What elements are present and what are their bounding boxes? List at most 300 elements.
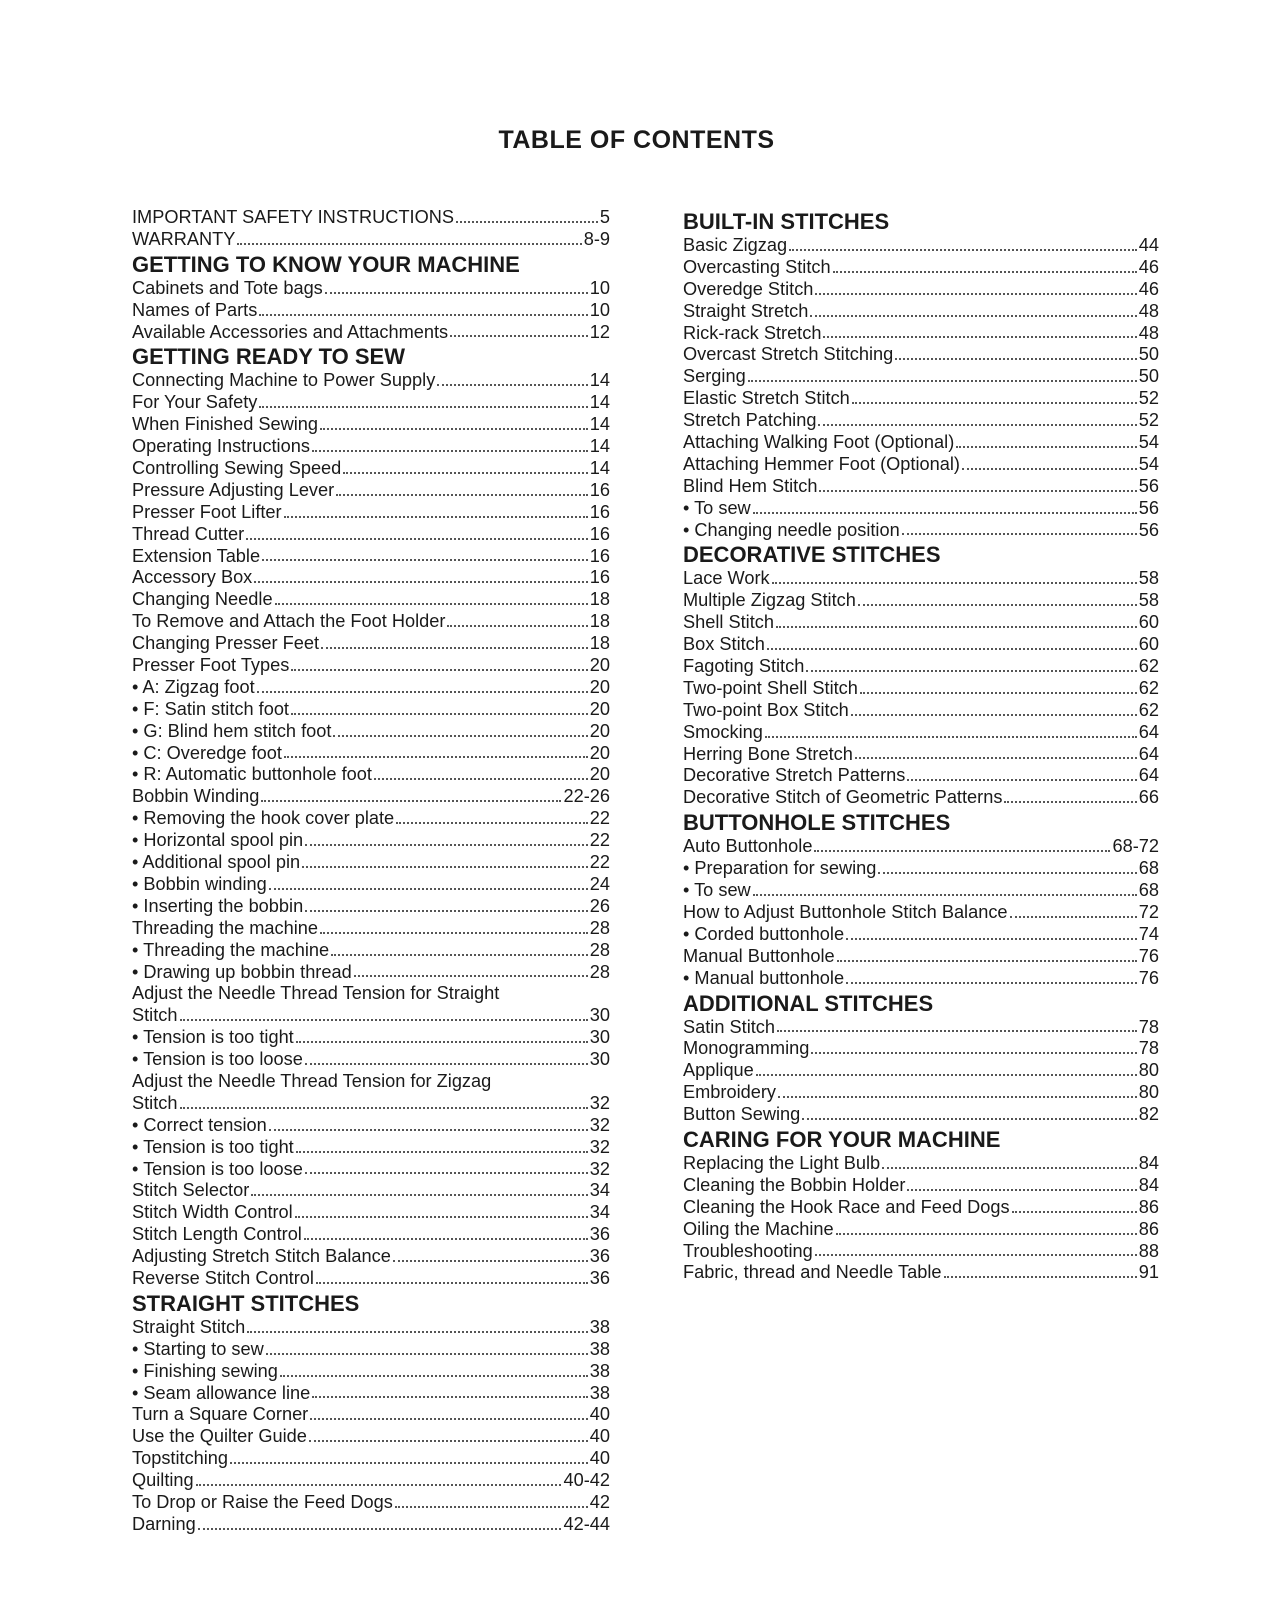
toc-entry-label: • Bobbin winding xyxy=(132,873,267,894)
toc-entry-label: Button Sewing xyxy=(683,1104,801,1125)
toc-entry[interactable] xyxy=(683,612,1159,634)
toc-entry[interactable] xyxy=(683,590,1159,612)
toc-entry-label: Fabric, thread and Needle Table xyxy=(683,1262,942,1283)
toc-entry-page: 30 xyxy=(589,1049,610,1070)
dot-leader xyxy=(320,428,588,430)
toc-entry-label: Overcasting Stitch xyxy=(683,256,831,277)
toc-entry-page: 12 xyxy=(589,321,610,342)
toc-entry[interactable] xyxy=(132,392,610,414)
dot-leader xyxy=(756,1074,1137,1076)
dot-leader xyxy=(765,736,1137,738)
toc-entry-label: Multiple Zigzag Stitch xyxy=(683,590,856,611)
dot-leader xyxy=(860,692,1137,694)
page-title: TABLE OF CONTENTS xyxy=(498,126,775,154)
toc-entry[interactable] xyxy=(683,1060,1159,1082)
dot-leader xyxy=(336,494,588,496)
toc-entry[interactable] xyxy=(683,968,1159,990)
toc-entry-label: • Corded buttonhole xyxy=(683,923,845,944)
dot-leader xyxy=(321,647,588,649)
toc-entry[interactable] xyxy=(683,257,1159,279)
toc-entry[interactable] xyxy=(132,1514,610,1536)
dot-leader xyxy=(1004,801,1136,803)
toc-entry-label: Auto Buttonhole xyxy=(683,836,813,857)
dot-leader xyxy=(296,1151,588,1153)
dot-leader xyxy=(320,932,588,934)
toc-entry-page: 56 xyxy=(1138,519,1159,540)
toc-entry[interactable] xyxy=(132,940,610,962)
toc-entry-label: Two-point Box Stitch xyxy=(683,699,849,720)
toc-entry-label: Turn a Square Corner xyxy=(132,1404,309,1425)
toc-entry-page: 46 xyxy=(1138,256,1159,277)
toc-entry[interactable] xyxy=(683,366,1159,388)
toc-entry[interactable] xyxy=(683,656,1159,678)
toc-entry-page: 16 xyxy=(589,567,610,588)
toc-entry-label: Satin Stitch xyxy=(683,1016,775,1037)
toc-section-heading[interactable]: ADDITIONAL STITCHES xyxy=(683,990,934,1016)
toc-entry[interactable] xyxy=(683,388,1159,410)
dot-leader xyxy=(343,472,587,474)
toc-entry[interactable] xyxy=(683,946,1159,968)
toc-entry[interactable] xyxy=(683,634,1159,656)
toc-entry-page: 76 xyxy=(1138,967,1159,988)
toc-entry[interactable] xyxy=(132,1383,610,1405)
toc-entry-page: 62 xyxy=(1138,699,1159,720)
toc-entry-label: Monogramming xyxy=(683,1038,810,1059)
dot-leader xyxy=(295,1216,588,1218)
toc-entry[interactable] xyxy=(132,524,610,546)
dot-leader xyxy=(767,648,1137,650)
dot-leader xyxy=(196,1484,562,1486)
toc-entry[interactable] xyxy=(132,699,610,721)
toc-entry[interactable] xyxy=(132,1448,610,1470)
toc-entry-page: 14 xyxy=(589,414,610,435)
toc-entry[interactable] xyxy=(132,721,610,743)
toc-section-heading[interactable]: GETTING READY TO SEW xyxy=(132,344,405,370)
dot-leader xyxy=(261,800,561,802)
toc-entry-page: 60 xyxy=(1138,634,1159,655)
toc-entry[interactable] xyxy=(132,983,610,1005)
dot-leader xyxy=(354,975,588,977)
toc-entry[interactable] xyxy=(132,764,610,786)
toc-entry-label: Presser Foot Lifter xyxy=(132,501,282,522)
dot-leader xyxy=(944,1276,1137,1278)
toc-entry-label: • Removing the hook cover plate xyxy=(132,808,395,829)
toc-entry-label: Lace Work xyxy=(683,568,770,589)
toc-entry-page: 22 xyxy=(589,852,610,873)
toc-entry[interactable] xyxy=(132,1317,610,1339)
toc-entry[interactable] xyxy=(132,896,610,918)
toc-entry-page: 14 xyxy=(589,458,610,479)
toc-entry-page: 54 xyxy=(1138,432,1159,453)
toc-entry-label: • Tension is too loose xyxy=(132,1049,303,1070)
dot-leader xyxy=(331,954,588,956)
toc-entry[interactable] xyxy=(683,520,1159,542)
toc-entry-page: 62 xyxy=(1138,677,1159,698)
toc-entry-label: Adjust the Needle Thread Tension for Straight xyxy=(132,983,500,1004)
toc-entry[interactable] xyxy=(132,918,610,940)
toc-entry-page: 30 xyxy=(589,1027,610,1048)
toc-entry-label: Embroidery xyxy=(683,1082,776,1103)
dot-leader xyxy=(275,603,588,605)
toc-entry-page: 38 xyxy=(589,1382,610,1403)
toc-entry-label: Operating Instructions xyxy=(132,436,310,457)
toc-entry[interactable] xyxy=(132,1361,610,1383)
toc-entry-label: Adjusting Stretch Stitch Balance xyxy=(132,1246,391,1267)
dot-leader xyxy=(851,714,1137,716)
toc-entry[interactable] xyxy=(132,633,610,655)
dot-leader xyxy=(254,581,587,583)
toc-entry[interactable] xyxy=(683,498,1159,520)
toc-entry[interactable] xyxy=(132,414,610,436)
toc-entry[interactable] xyxy=(683,454,1159,476)
toc-entry[interactable] xyxy=(683,1219,1159,1241)
toc-entry[interactable] xyxy=(132,1426,610,1448)
toc-entry[interactable] xyxy=(132,743,610,765)
toc-entry-page: 80 xyxy=(1138,1082,1159,1103)
toc-entry[interactable] xyxy=(132,207,610,229)
dot-leader xyxy=(312,1396,588,1398)
toc-entry[interactable] xyxy=(683,836,1159,858)
toc-entry[interactable] xyxy=(683,744,1159,766)
toc-entry-label: • F: Satin stitch foot xyxy=(132,698,289,719)
toc-entry-page: 68 xyxy=(1138,880,1159,901)
toc-entry[interactable] xyxy=(132,1470,610,1492)
toc-entry-page: 50 xyxy=(1138,366,1159,387)
toc-entry[interactable] xyxy=(132,786,610,808)
toc-entry[interactable] xyxy=(132,502,610,524)
toc-entry[interactable] xyxy=(132,229,610,251)
toc-entry[interactable] xyxy=(132,436,610,458)
dot-leader xyxy=(266,1353,588,1355)
dot-leader xyxy=(291,669,587,671)
toc-entry[interactable] xyxy=(132,1137,610,1159)
dot-leader xyxy=(259,314,587,316)
dot-leader xyxy=(748,380,1137,382)
toc-entry-page: 58 xyxy=(1138,568,1159,589)
toc-entry-label: Extension Table xyxy=(132,545,261,566)
toc-entry-label: For Your Safety xyxy=(132,392,258,413)
toc-entry[interactable] xyxy=(132,300,610,322)
toc-entry-page: 38 xyxy=(589,1360,610,1381)
dot-leader xyxy=(802,1118,1136,1120)
toc-entry[interactable] xyxy=(132,852,610,874)
dot-leader xyxy=(753,894,1137,896)
toc-entry-page: 84 xyxy=(1138,1174,1159,1195)
dot-leader xyxy=(902,533,1137,535)
toc-entry-page: 18 xyxy=(589,589,610,610)
toc-entry-page: 28 xyxy=(589,961,610,982)
toc-entry-label: Cabinets and Tote bags xyxy=(132,277,323,298)
toc-section-heading[interactable]: DECORATIVE STITCHES xyxy=(683,542,941,568)
toc-entry[interactable] xyxy=(683,323,1159,345)
toc-entry-label: Presser Foot Types xyxy=(132,655,290,676)
toc-entry[interactable] xyxy=(683,1038,1159,1060)
toc-entry-label: Overcast Stretch Stitching xyxy=(683,344,894,365)
toc-entry[interactable] xyxy=(683,902,1159,924)
dot-leader xyxy=(447,625,587,627)
dot-leader xyxy=(262,559,588,561)
toc-entry-page: 14 xyxy=(589,370,610,391)
dot-leader xyxy=(895,358,1137,360)
toc-entry[interactable] xyxy=(132,808,610,830)
toc-entry[interactable] xyxy=(132,962,610,984)
toc-entry[interactable] xyxy=(683,858,1159,880)
toc-entry-label: Straight Stretch xyxy=(683,300,809,321)
dot-leader xyxy=(878,872,1136,874)
toc-entry-label: Pressure Adjusting Lever xyxy=(132,479,335,500)
toc-entry[interactable] xyxy=(132,1027,610,1049)
toc-entry-label: Oiling the Machine xyxy=(683,1218,834,1239)
toc-entry[interactable] xyxy=(132,1268,610,1290)
toc-entry-page: 14 xyxy=(589,392,610,413)
toc-entry[interactable] xyxy=(683,1197,1159,1219)
toc-entry[interactable] xyxy=(132,1224,610,1246)
toc-section-heading[interactable]: BUILT-IN STITCHES xyxy=(683,209,890,234)
toc-entry[interactable] xyxy=(132,278,610,300)
toc-entry[interactable] xyxy=(132,370,610,392)
dot-leader xyxy=(437,384,587,386)
toc-entry[interactable] xyxy=(132,1049,610,1071)
toc-entry-label: Use the Quilter Guide xyxy=(132,1426,307,1447)
toc-entry-page: 88 xyxy=(1138,1240,1159,1261)
dot-leader xyxy=(280,1375,588,1377)
toc-entry-page: 22 xyxy=(589,808,610,829)
toc-entry-label: • To sew xyxy=(683,497,751,518)
dot-leader xyxy=(450,335,588,337)
toc-entry[interactable] xyxy=(683,1104,1159,1126)
toc-entry-label: Decorative Stitch of Geometric Patterns xyxy=(683,787,1003,808)
toc-entry-page: 22-26 xyxy=(563,786,610,807)
dot-leader xyxy=(251,1194,588,1196)
dot-leader xyxy=(291,713,588,715)
toc-entry[interactable] xyxy=(683,1082,1159,1104)
dot-leader xyxy=(257,691,588,693)
toc-entry[interactable] xyxy=(132,589,610,611)
dot-leader xyxy=(325,292,588,294)
toc-entry[interactable] xyxy=(683,235,1159,257)
toc-entry[interactable] xyxy=(132,567,610,589)
toc-entry[interactable] xyxy=(132,874,610,896)
toc-entry[interactable] xyxy=(683,1262,1159,1284)
dot-leader xyxy=(810,315,1136,317)
toc-entry[interactable] xyxy=(132,1005,610,1027)
toc-entry[interactable] xyxy=(132,322,610,344)
toc-entry[interactable] xyxy=(683,722,1159,744)
dot-leader xyxy=(907,1189,1136,1191)
toc-entry-label: WARRANTY xyxy=(132,228,236,249)
dot-leader xyxy=(1012,1211,1137,1213)
toc-entry[interactable] xyxy=(132,677,610,699)
toc-entry-page: 28 xyxy=(589,939,610,960)
toc-entry[interactable] xyxy=(132,1159,610,1181)
toc-entry[interactable] xyxy=(683,1175,1159,1197)
toc-entry[interactable] xyxy=(683,1153,1159,1175)
dot-leader xyxy=(778,1096,1137,1098)
toc-entry-label: • To sew xyxy=(683,880,751,901)
toc-entry[interactable] xyxy=(683,924,1159,946)
dot-leader xyxy=(309,1440,588,1442)
dot-leader xyxy=(333,735,587,737)
dot-leader xyxy=(789,249,1137,251)
dot-leader xyxy=(305,910,588,912)
toc-entry-label: Changing Presser Feet xyxy=(132,633,320,654)
toc-column-left xyxy=(132,207,610,1536)
toc-entry-label: • Preparation for sewing xyxy=(683,858,877,879)
toc-entry[interactable] xyxy=(683,476,1159,498)
dot-leader xyxy=(772,582,1137,584)
toc-entry-page: 50 xyxy=(1138,344,1159,365)
dot-leader xyxy=(814,850,1110,852)
dot-leader xyxy=(753,512,1137,514)
toc-entry[interactable] xyxy=(683,700,1159,722)
toc-entry[interactable] xyxy=(132,458,610,480)
toc-entry-label: Cleaning the Hook Race and Feed Dogs xyxy=(683,1196,1010,1217)
toc-entry-label: Manual Buttonhole xyxy=(683,945,835,966)
toc-entry-label: Blind Hem Stitch xyxy=(683,475,818,496)
toc-entry-page: 56 xyxy=(1138,475,1159,496)
toc-entry-label: When Finished Sewing xyxy=(132,414,319,435)
toc-section-heading[interactable]: STRAIGHT STITCHES xyxy=(132,1290,360,1316)
toc-entry[interactable] xyxy=(683,787,1159,809)
toc-entry-label: • G: Blind hem stitch foot xyxy=(132,720,332,741)
toc-entry-label: Topstitching xyxy=(132,1448,229,1469)
dot-leader xyxy=(846,938,1137,940)
toc-entry-label: • Threading the machine xyxy=(132,939,330,960)
toc-entry[interactable] xyxy=(683,678,1159,700)
toc-entry[interactable] xyxy=(683,344,1159,366)
toc-entry-page: 46 xyxy=(1138,278,1159,299)
toc-entry-page: 48 xyxy=(1138,300,1159,321)
toc-section-heading[interactable]: CARING FOR YOUR MACHINE xyxy=(683,1126,1001,1152)
dot-leader xyxy=(852,402,1137,404)
toc-entry-page: 26 xyxy=(589,895,610,916)
toc-entry-label: Adjust the Needle Thread Tension for Zigzag xyxy=(132,1070,492,1091)
toc-entry[interactable] xyxy=(132,611,610,633)
toc-entry-label: • Finishing sewing xyxy=(132,1360,278,1381)
toc-entry[interactable] xyxy=(132,1071,610,1093)
toc-entry[interactable] xyxy=(132,830,610,852)
toc-section-heading[interactable]: BUTTONHOLE STITCHES xyxy=(683,810,951,836)
toc-entry[interactable] xyxy=(683,765,1159,787)
dot-leader xyxy=(296,1041,588,1043)
dot-leader xyxy=(776,626,1137,628)
dot-leader xyxy=(777,1030,1137,1032)
toc-entry-page: 56 xyxy=(1138,497,1159,518)
toc-entry[interactable] xyxy=(132,546,610,568)
toc-entry-page: 36 xyxy=(589,1267,610,1288)
toc-entry[interactable] xyxy=(132,1202,610,1224)
toc-entry[interactable] xyxy=(683,1017,1159,1039)
toc-entry-page: 20 xyxy=(589,764,610,785)
toc-entry-label: Names of Parts xyxy=(132,299,258,320)
toc-entry-page: 76 xyxy=(1138,945,1159,966)
toc-entry-page: 28 xyxy=(589,917,610,938)
toc-entry-page: 10 xyxy=(589,299,610,320)
toc-entry-page: 82 xyxy=(1138,1104,1159,1125)
toc-entry-page: 16 xyxy=(589,545,610,566)
toc-entry-page: 68 xyxy=(1138,858,1159,879)
toc-entry-label: To Drop or Raise the Feed Dogs xyxy=(132,1491,393,1512)
toc-entry[interactable] xyxy=(132,1180,610,1202)
toc-entry[interactable] xyxy=(132,480,610,502)
dot-leader xyxy=(395,1506,588,1508)
toc-entry-page: 30 xyxy=(589,1005,610,1026)
toc-entry[interactable] xyxy=(132,655,610,677)
toc-entry-label: • Starting to sew xyxy=(132,1338,264,1359)
dot-leader xyxy=(956,446,1137,448)
toc-entry[interactable] xyxy=(132,1339,610,1361)
toc-entry[interactable] xyxy=(683,432,1159,454)
toc-entry[interactable] xyxy=(683,410,1159,432)
toc-entry[interactable] xyxy=(132,1115,610,1137)
toc-entry-page: 84 xyxy=(1138,1152,1159,1173)
toc-entry-label: • C: Overedge foot xyxy=(132,742,282,763)
toc-entry-label: Rick-rack Stretch xyxy=(683,322,822,343)
toc-entry-page: 20 xyxy=(589,698,610,719)
toc-entry[interactable] xyxy=(132,1246,610,1268)
toc-entry[interactable] xyxy=(683,880,1159,902)
toc-entry-page: 52 xyxy=(1138,388,1159,409)
toc-entry-label: Bobbin Winding xyxy=(132,786,260,807)
toc-entry[interactable] xyxy=(683,301,1159,323)
toc-entry-page: 54 xyxy=(1138,453,1159,474)
toc-entry-label: Cleaning the Bobbin Holder xyxy=(683,1174,906,1195)
toc-entry-page: 24 xyxy=(589,873,610,894)
toc-entry-page: 62 xyxy=(1138,656,1159,677)
toc-entry[interactable] xyxy=(683,279,1159,301)
toc-entry[interactable] xyxy=(132,1404,610,1426)
toc-entry-page: 38 xyxy=(589,1316,610,1337)
toc-section-heading[interactable]: GETTING TO KNOW YOUR MACHINE xyxy=(132,251,520,277)
toc-entry[interactable] xyxy=(683,1241,1159,1263)
toc-entry[interactable] xyxy=(683,568,1159,590)
toc-entry-label: • Manual buttonhole xyxy=(683,967,845,988)
toc-entry[interactable] xyxy=(132,1093,610,1115)
toc-entry[interactable] xyxy=(132,1492,610,1514)
dot-leader xyxy=(855,757,1137,759)
toc-entry-page: 32 xyxy=(589,1136,610,1157)
toc-entry-page: 10 xyxy=(589,277,610,298)
toc-entry-page: 44 xyxy=(1138,235,1159,255)
toc-entry-page: 72 xyxy=(1138,901,1159,922)
toc-entry-label: Threading the machine xyxy=(132,917,319,938)
dot-leader xyxy=(882,1167,1137,1169)
dot-leader xyxy=(180,1107,588,1109)
toc-entry-label: Attaching Walking Foot (Optional) xyxy=(683,432,955,453)
toc-entry-label: Thread Cutter xyxy=(132,523,245,544)
dot-leader xyxy=(811,1052,1136,1054)
dot-leader xyxy=(819,490,1136,492)
toc-entry-label: • Changing needle position xyxy=(683,519,900,540)
toc-entry-label: IMPORTANT SAFETY INSTRUCTIONS xyxy=(132,207,455,227)
toc-entry-label: Two-point Shell Stitch xyxy=(683,677,858,698)
toc-entry-label: Smocking xyxy=(683,721,763,742)
dot-leader xyxy=(823,336,1136,338)
toc-entry-label: Stitch Width Control xyxy=(132,1202,293,1223)
toc-entry-page: 36 xyxy=(589,1246,610,1267)
toc-entry-page: 22 xyxy=(589,830,610,851)
toc-entry-page: 52 xyxy=(1138,410,1159,431)
toc-entry-page: 91 xyxy=(1138,1262,1159,1283)
dot-leader xyxy=(393,1260,588,1262)
toc-entry-label: Stitch xyxy=(132,1092,178,1113)
dot-leader xyxy=(962,468,1137,470)
toc-entry-page: 40-42 xyxy=(563,1470,610,1491)
toc-entry-label: Applique xyxy=(683,1060,754,1081)
toc-column-right xyxy=(683,208,1159,1284)
toc-entry-page: 86 xyxy=(1138,1196,1159,1217)
toc-entry-label: • Tension is too loose xyxy=(132,1158,303,1179)
